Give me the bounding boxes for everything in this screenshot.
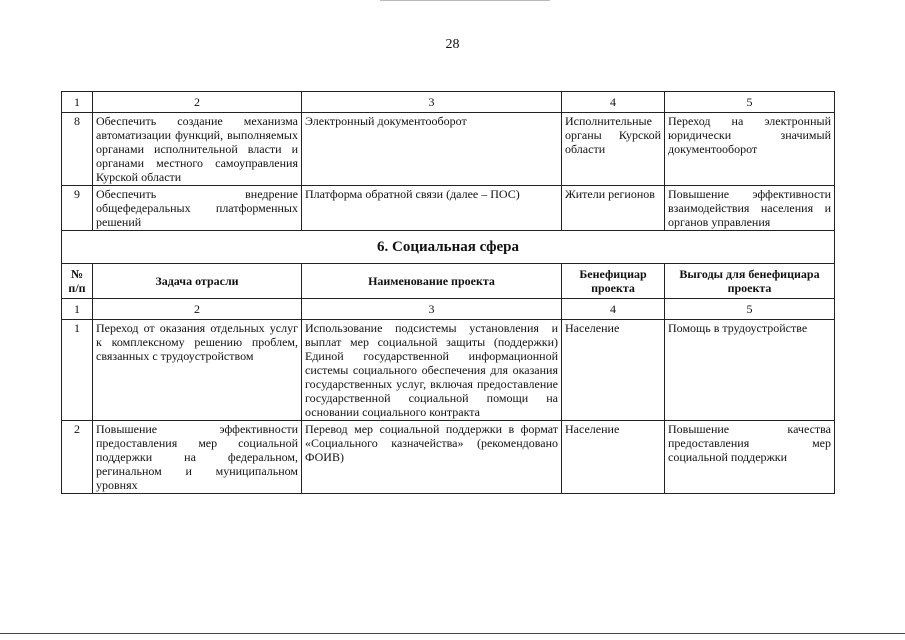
beneficiary-cell: Население <box>562 421 665 494</box>
section-row <box>62 231 835 264</box>
column-numbers-row <box>62 299 835 320</box>
header-benefits: Выгоды для бенефициара проекта <box>665 264 835 299</box>
column-number: 3 <box>302 92 562 113</box>
column-number: 2 <box>93 299 302 320</box>
column-number: 2 <box>93 92 302 113</box>
project-cell: Электронный документооборот <box>302 113 562 186</box>
table-row <box>62 113 835 186</box>
column-number: 5 <box>665 92 835 113</box>
program-table <box>61 91 835 494</box>
project-cell: Платформа обратной связи (далее – ПОС) <box>302 186 562 231</box>
row-number: 8 <box>62 113 93 186</box>
column-number: 1 <box>62 92 93 113</box>
row-number: 9 <box>62 186 93 231</box>
table-row <box>62 320 835 421</box>
column-number: 4 <box>562 92 665 113</box>
benefits-cell: Переход на электронный юридически значимый документооборот <box>665 113 835 186</box>
bottom-edge-line <box>0 633 905 634</box>
benefits-cell: Помощь в трудоустройстве <box>665 320 835 421</box>
top-edge-line <box>380 0 550 1</box>
beneficiary-cell: Жители регионов <box>562 186 665 231</box>
beneficiary-cell: Население <box>562 320 665 421</box>
page-number: 28 <box>445 37 460 52</box>
header-beneficiary: Бенефициар проекта <box>562 264 665 299</box>
row-number: 1 <box>62 320 93 421</box>
header-number: № п/п <box>62 264 93 299</box>
project-cell: Использование подсистемы установления и выплат мер социальной защиты (поддержки) Единой государственной информационной системы социального обеспечения для оказания государственных услуг, включая предоставление государственной социальной помощи на основании социального контракта <box>302 320 562 421</box>
task-cell: Переход от оказания отдельных услуг к комплексному решению проблем, связанных с трудоустройством <box>93 320 302 421</box>
benefits-cell: Повышение качества предоставления мер социальной поддержки <box>665 421 835 494</box>
table-row <box>62 421 835 494</box>
column-number: 5 <box>665 299 835 320</box>
task-cell: Повышение эффективности предоставления мер социальной поддержки на федеральном, регинальном и муниципальном уровнях <box>93 421 302 494</box>
beneficiary-cell: Исполнительные органы Курской области <box>562 113 665 186</box>
column-number: 4 <box>562 299 665 320</box>
project-cell: Перевод мер социальной поддержки в формат «Социального казначейства» (рекомендовано ФОИВ) <box>302 421 562 494</box>
header-row <box>62 264 835 299</box>
benefits-cell: Повышение эффективности взаимодействия населения и органов управления <box>665 186 835 231</box>
section-title: 6. Социальная сфера <box>62 231 835 264</box>
header-task: Задача отрасли <box>93 264 302 299</box>
column-numbers-row <box>62 92 835 113</box>
column-number: 1 <box>62 299 93 320</box>
table-row <box>62 186 835 231</box>
task-cell: Обеспечить создание механизма автоматизации функций, выполняемых органами исполнительной власти и органами местного самоуправления Курской области <box>93 113 302 186</box>
task-cell: Обеспечить внедрение общефедеральных платформенных решений <box>93 186 302 231</box>
row-number: 2 <box>62 421 93 494</box>
header-project: Наименование проекта <box>302 264 562 299</box>
column-number: 3 <box>302 299 562 320</box>
